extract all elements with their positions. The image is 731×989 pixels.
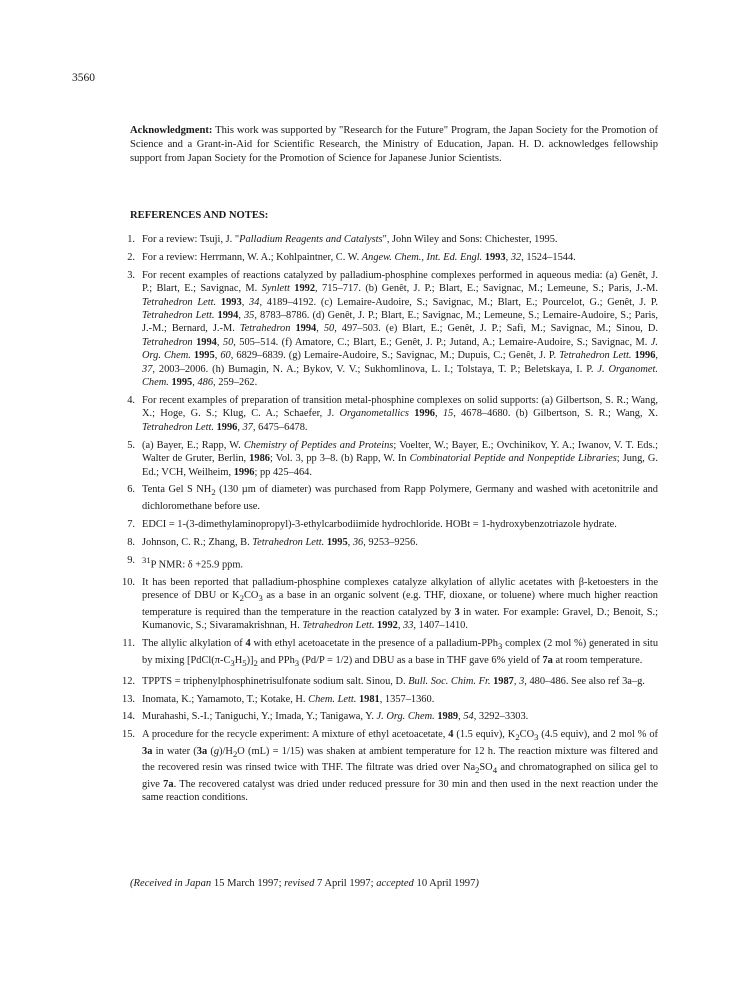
reference-item <box>110 637 658 670</box>
received-date: 15 March 1997; <box>213 878 282 889</box>
reference-item <box>110 576 658 633</box>
reference-number: 6. <box>127 484 135 496</box>
reference-number: 8. <box>127 536 135 548</box>
reference-text: (a) Bayer, E.; Rapp, W. Chemistry of Peptides and Proteins; Voelter, W.; Bayer, E.; Ovchinikov, Y. A.; Iwanov, V. T. Eds.; Walter de Gruter, Berlin, 1986; Vol. 3, pp 3–8. (b) Rapp, W. In Combinatorial Peptide and Nonpeptide Libraries; Jung, G. Ed.; VCH, Weilheim, 1996; pp 425–464. <box>142 439 658 478</box>
reference-text: The allylic alkylation of 4 with ethyl acetoacetate in the presence of a palladium-PPh$_3$ complex (2 mol %) generated in situ by mixing $[PdCl(\pi-C_3H_5)]_2$ and PPh$_3$ (Pd/P = 1/2) and DBU as a base in THF gave 6% yield of 7a at room temperature. <box>142 638 659 668</box>
reference-text: For recent examples of preparation of transition metal-phosphine complexes on solid supports: (a) Gilbertson, S. R.; Wang, X.; Hoge, G. S.; Klug, C. A.; Schaefer, J. Organometallics 1996, 15, 4678–4680. (b) Gilbertson, S. R.; Wang, X. Tetrahedron Lett. 1996, 37, 6475–6478. <box>142 394 658 433</box>
reference-text: It has been reported that palladium-phosphine complexes catalyze alkylation of allylic acetates with β-ketoesters in the presence of DBU or $K_2CO_3$ as a base in an organic solvent (e.g. THF, dioxane, or toluene) where much higher reaction temperature is required than the temperature in the reaction catalyzed by 3 in water. For example: Gravel, D.; Benoit, S.; Kumanovic, S.; Sivaramakrishnan, H. Tetrahedron Lett. 1992, 33, 1407–1410. <box>142 576 658 632</box>
reference-text: For recent examples of reactions catalyzed by palladium-phosphine complexes performed in aqueous media: (a) Genêt, J. P.; Blart, E.; Savignac, M. Synlett 1992, 715–717. (b) Genêt, J. P.; Blart, E.; Savignac, M.; Lemeune, S.; Paris, J.-M. Tetrahedron Lett. 1993, 34, 4189–4192. (c) Lemaire-Audoire, S.; Savignac, M.; Blart, E.; Pourcelot, G.; Genêt, J. P. Tetrahedron Lett. 1994, 35, 8783–8786. (d) Genêt, J. P.; Blart, E.; Savignac, M.; Lemeune, S.; Lemaire-Audoire, S.; Paris, J.-M.; Bernard, J.-M. Tetrahedron 1994, 50, 497–503. (e) Blart, E.; Genêt, J. P.; Safi, M.; Savignac, M.; Sinou, D. Tetrahedron 1994, 50, 505–514. (f) Amatore, C.; Blart, E.; Genêt, J. P.; Jutand, A.; Lemaire-Audoire, S.; Savignac, M. J. Org. Chem. 1995, 60, 6829–6839. (g) Lemaire-Audoire, S.; Savignac, M.; Dupuis, C.; Genêt, J. P. Tetrahedron Lett. 1996, 37, 2003–2006. (h) Bumagin, N. A.; Bykov, V. V.; Sukhomlinova, L. I.; Tolstaya, T. P.; Beletskaya, I. P. J. Organomet. Chem. 1995, 486, 259–262. <box>142 269 658 389</box>
reference-item <box>110 518 658 531</box>
reference-text: Johnson, C. R.; Zhang, B. Tetrahedron Lett. 1995, 36, 9253–9256. <box>142 536 418 548</box>
reference-number: 15. <box>122 729 135 741</box>
reference-item <box>110 269 658 390</box>
reference-item <box>110 710 658 723</box>
reference-text: $^{31}$P NMR: δ +25.9 ppm. <box>142 554 244 571</box>
revised-date: 7 April 1997; <box>317 878 374 889</box>
reference-item <box>110 728 658 804</box>
acknowledgment-heading: Acknowledgment: <box>130 125 213 136</box>
reference-text: TPPTS = triphenylphosphinetrisulfonate sodium salt. Sinou, D. Bull. Soc. Chim. Fr. 1987, 3, 480–486. See also ref 3a–g. <box>142 675 645 687</box>
references-heading: REFERENCES AND NOTES: <box>130 210 269 221</box>
reference-text: A procedure for the recycle experiment: A mixture of ethyl acetoacetate, 4 (1.5 equiv), $K_2CO_3$ (4.5 equiv), and 2 mol % of 3a in water (3a $(g)/H_2O$ (mL) = 1/15) was shaken at ambient temperature for 12 h. The reaction mixture was filtered and the recovered resin was rinsed twice with THF. The filtrate was dried over $Na_2SO_4$ and chromatographed on silica gel to give 7a. The recovered catalyst was dried under reduced pressure for 30 min and then used in the next reaction under the same reaction conditions. <box>142 729 659 804</box>
reference-text: Inomata, K.; Yamamoto, T.; Kotake, H. Chem. Lett. 1981, 1357–1360. <box>142 693 435 705</box>
reference-number: 5. <box>127 439 135 451</box>
reference-number: 12. <box>122 675 135 687</box>
acknowledgment-paragraph <box>130 124 658 166</box>
reference-number: 14. <box>122 711 135 723</box>
reference-item <box>110 251 658 264</box>
reference-item <box>110 233 658 246</box>
reference-text: For a review: Herrmann, W. A.; Kohlpaintner, C. W. Angew. Chem., Int. Ed. Engl. 1993, 32, 1524–1544. <box>142 251 576 263</box>
reference-number: 4. <box>127 394 135 406</box>
reference-item <box>110 483 658 513</box>
accepted-date: 10 April 1997 <box>416 878 476 889</box>
reference-item <box>110 439 658 479</box>
reference-number: 3. <box>127 269 135 281</box>
reference-number: 7. <box>127 518 135 530</box>
received-label: Received in Japan <box>133 878 212 889</box>
reference-item <box>110 536 658 549</box>
reference-item <box>110 554 658 572</box>
reference-item <box>110 693 658 706</box>
references-list <box>110 233 658 809</box>
reference-number: 2. <box>127 251 135 263</box>
received-dates: (Received in Japan 15 March 1997; revised 7 April 1997; accepted 10 April 1997) <box>130 878 479 889</box>
reference-item <box>110 394 658 434</box>
reference-text: EDCI = 1-(3-dimethylaminopropyl)-3-ethylcarbodiimide hydrochloride. HOBt = 1-hydroxybenzotriazole hydrate. <box>142 518 617 530</box>
accepted-label: accepted <box>376 878 414 889</box>
reference-number: 10. <box>122 576 135 588</box>
reference-text: Tenta Gel S $NH_2$ (130 µm of diameter) was purchased from Rapp Polymere, Germany and washed with acetonitrile and dichloromethane before use. <box>142 484 659 512</box>
reference-number: 1. <box>127 234 135 245</box>
reference-number: 13. <box>122 693 135 705</box>
reference-number: 9. <box>127 554 135 566</box>
reference-item <box>110 675 658 688</box>
revised-label: revised <box>284 878 315 889</box>
page-number: 3560 <box>72 72 95 84</box>
reference-text: For a review: Tsuji, J. "Palladium Reagents and Catalysts", John Wiley and Sons: Chichester, 1995. <box>142 234 558 245</box>
reference-number: 11. <box>122 638 135 650</box>
acknowledgment-text: This work was supported by "Research for the Future" Program, the Japan Society for the Promotion of Science and a Grant-in-Aid for Scientific Research, the Ministry of Education, Japan. H. D. acknowledges fellowship support from Japan Society for the Promotion of Science for Japanese Junior Scientists. <box>130 125 658 164</box>
reference-text: Murahashi, S.-I.; Taniguchi, Y.; Imada, Y.; Tanigawa, Y. J. Org. Chem. 1989, 54, 3292–3303. <box>142 711 529 723</box>
